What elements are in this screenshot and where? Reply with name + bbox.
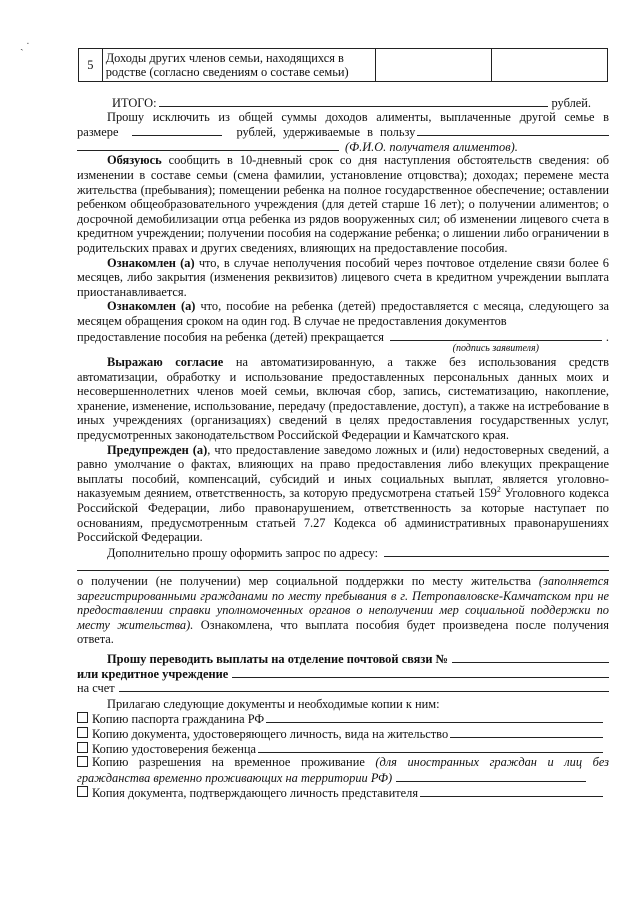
checkbox[interactable] [77, 756, 88, 767]
amount-cell[interactable] [375, 49, 491, 82]
termination-line: предоставление пособия на ребенка (детей) прекращается . [77, 329, 609, 344]
informed-paragraph-1 [77, 256, 609, 300]
amount-cell[interactable] [491, 49, 607, 82]
attach-item-field[interactable] [258, 741, 603, 753]
alimony-line [77, 124, 609, 139]
article-superscript: 2 [496, 485, 501, 495]
request-text-2: Ознакомлена, что выплата пособия будет произведена после получения ответа. [77, 617, 610, 647]
row-number: 5 [79, 49, 103, 82]
row-label: Доходы других членов семьи, находящихся в родстве (согласно сведениям о составе семьи) [102, 49, 375, 82]
account-label: на счет [77, 681, 115, 696]
attach-item-label: Копию паспорта гражданина РФ [92, 712, 265, 727]
alimony-amount-field[interactable] [132, 124, 222, 136]
table-row [79, 49, 608, 82]
warning-paragraph [77, 443, 609, 545]
scan-artifact: ˏ ˑ [20, 39, 30, 51]
attach-item[interactable] [77, 785, 609, 800]
alimony-recipient-field[interactable] [417, 124, 609, 136]
total-label: ИТОГО: [112, 96, 157, 110]
account-field[interactable] [119, 680, 609, 692]
alimony-caption-line [77, 139, 609, 154]
total-unit: рублей. [551, 96, 591, 110]
informed-lead: Ознакомлен (а) [107, 255, 195, 270]
attach-item-permit[interactable] [77, 755, 609, 785]
attach-item-field[interactable] [396, 770, 586, 782]
request-address-field-2[interactable] [77, 559, 609, 571]
post-office-field[interactable] [452, 651, 609, 663]
termination-text: предоставление пособия на ребенка (детей) прекращается [77, 329, 384, 344]
checkbox[interactable] [77, 712, 88, 723]
checkbox[interactable] [77, 727, 88, 738]
alimony-text: Прошу исключить из общей суммы доходов алименты, выплаченные другой семье в [107, 109, 609, 124]
request-address-line-2 [77, 559, 609, 574]
obligation-paragraph [77, 153, 609, 255]
alimony-size-label: размере [77, 125, 119, 140]
request-address-field[interactable] [384, 545, 609, 557]
informed-lead: Ознакомлен (а) [107, 299, 196, 314]
informed-text: что, пособие на ребенка (детей) предоставляется с месяца, следующего за месяцем обращения сроком на один год. В случае не предоставления документов [77, 299, 609, 328]
attach-item-field[interactable] [420, 785, 603, 797]
obligation-text: сообщить в 10-дневный срок со дня наступления обстоятельств сведения: об изменении в составе семьи (смена фамилии, установление отцовства); доходах; перемене места жительства (пребывания); помещении ребенка на полное государственное обеспечение; оставлении ребенком общеобразовательного учреждения (для детей старше 16 лет); о получении алиментов; о досрочной демобилизации отца ребенка из рядов вооруженных сил; об изменении лицевого счета в кредитном учреждении; получении пособия на содержание ребенка; о лишении либо ограничении в родительских правах и других сведениях, влияющих на предоставление пособия. [77, 153, 609, 255]
permit-note: (для иностранных граждан и лиц без гражданства временно проживающих на территории РФ) [77, 755, 609, 785]
alimony-caption: (Ф.И.О. получателя алиментов). [345, 139, 518, 154]
attach-item-label: Копию разрешения на временное проживание [92, 755, 376, 770]
informed-paragraph-2 [77, 299, 609, 328]
form-body [77, 95, 609, 800]
attach-item-field[interactable] [266, 711, 603, 723]
signature-caption: (подпись заявителя) [452, 343, 539, 355]
checkbox[interactable] [77, 786, 88, 797]
attach-item-label: Копию документа, удостоверяющего личность, вида на жительство [92, 726, 449, 741]
total-field[interactable] [159, 95, 548, 107]
attach-title: Прилагаю следующие документы и необходимые копии к ним: [107, 696, 440, 711]
attach-item-label: Копия документа, подтверждающего личность представителя [92, 786, 419, 801]
warning-text-2: Уголовного кодекса Российской Федерации, либо правонарушением, ответственность за которые наступает по основаниям, предусмотренным статьей 7.27 Кодекса об административных правонарушениях Российской Федерации. [77, 486, 609, 545]
payment-title: Прошу переводить выплаты на отделение почтовой связи № [107, 651, 449, 666]
warning-text: , что предоставление заведомо ложных и (или) недостоверных сведений, а равно умолчание о фактах, влияющих на право предоставления либо влекущих прекращение выплаты пособий, компенсаций, субсидий и иных социальных выплат, является уголовно-наказуемым деянием, ответственность, за которую предусмотрена статьей 159 [77, 442, 609, 501]
informed-text: что, в случае неполучения пособий через почтовое отделение связи более 6 месяцев, либо закрытия (изменения реквизитов) лицевого счета в кредитном учреждении выплата приостанавливается. [77, 255, 609, 299]
bank-field[interactable] [232, 666, 609, 678]
account-line [77, 680, 609, 695]
request-note: (заполняется зарегистрированными гражданами по месту пребывания в г. Петропавловске-Камчатском при не предоставлении справки уполномоченных органов о неполучении мер социальной поддержки по месту жительства). [77, 574, 609, 632]
signature-field[interactable] [390, 329, 602, 341]
attach-item[interactable] [77, 726, 609, 741]
attach-item[interactable] [77, 741, 609, 756]
consent-paragraph [77, 355, 609, 443]
bank-line [77, 666, 609, 681]
obligation-lead: Обязуюсь [107, 153, 162, 168]
total-line [77, 95, 609, 110]
request-line [77, 545, 609, 560]
request-label: Дополнительно прошу оформить запрос по адресу: [107, 545, 379, 560]
request-paragraph [77, 574, 609, 647]
alimony-recipient-label: рублей, удерживаемые в пользу [236, 125, 416, 140]
warning-lead: Предупрежден (а) [107, 442, 208, 457]
consent-text: на автоматизированную, а также без использования средств автоматизации, обработку и использование предоставленных персональных данных моих и несовершеннолетних членов моей семьи, включая сбор, запись, систематизацию, накопление, хранение, изменение, использование, передачу (предоставление, доступ), а также на истребование в иных учреждениях (организациях) сведений в целях предоставления государственных услуг, предусмотренных законодательством Российской Федерации и Камчатского края. [77, 355, 609, 443]
consent-lead: Выражаю согласие [107, 355, 224, 370]
income-table [78, 48, 608, 82]
attach-item-field[interactable] [450, 726, 603, 738]
alimony-recipient-field-2[interactable] [77, 139, 339, 151]
checkbox[interactable] [77, 742, 88, 753]
attach-item[interactable] [77, 711, 609, 726]
payment-line [77, 651, 609, 666]
request-text: о получении (не получении) мер социальной поддержки по месту жительства [77, 574, 539, 588]
bank-label: или кредитное учреждение [77, 666, 229, 681]
attach-item-label: Копию удостоверения беженца [92, 741, 256, 756]
